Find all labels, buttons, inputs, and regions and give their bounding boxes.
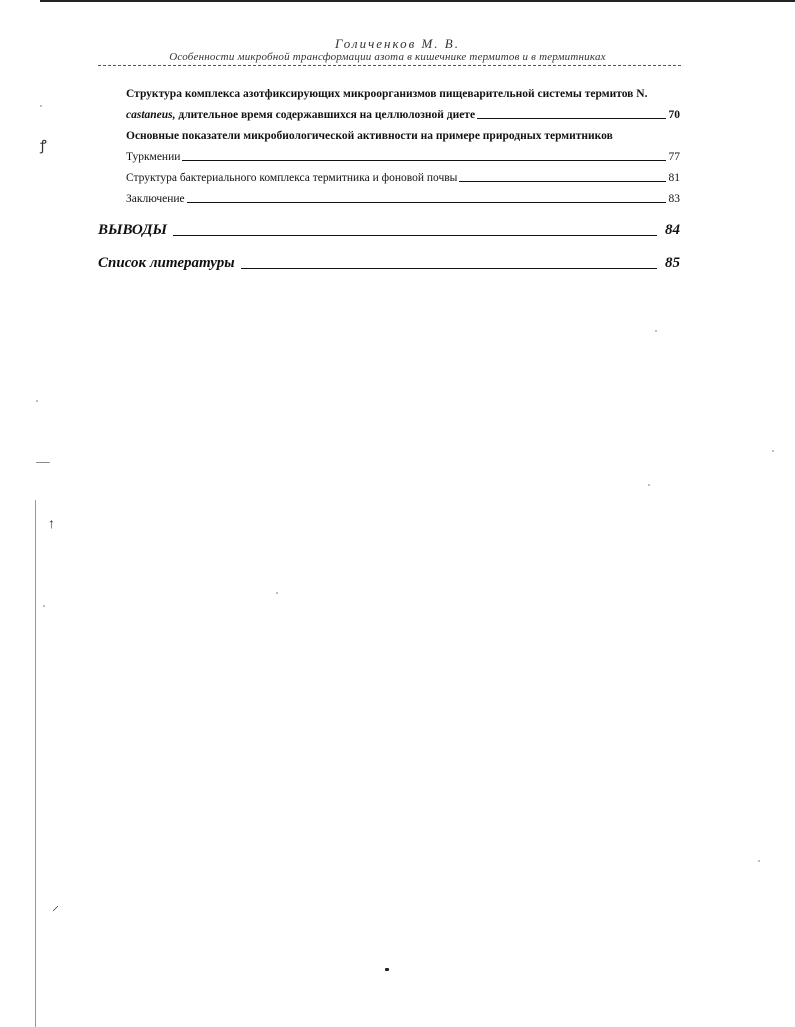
scan-speck bbox=[655, 330, 657, 332]
scan-speck: ↑ bbox=[48, 517, 55, 532]
toc-entry-3-text: Структура бактериального комплекса термитника и фоновой почвы bbox=[126, 172, 458, 184]
scan-speck bbox=[40, 105, 42, 107]
toc-leader-line bbox=[187, 202, 666, 203]
toc-entry-2-line-1 bbox=[126, 129, 613, 143]
toc-entry-1-line-2 bbox=[126, 108, 680, 122]
toc-entry-1-line-1 bbox=[126, 87, 647, 101]
toc-leader-line bbox=[459, 181, 665, 182]
toc-entry-1-species: castaneus, bbox=[126, 109, 176, 121]
scan-speck bbox=[385, 968, 389, 971]
toc-references-text: Список литературы bbox=[98, 255, 235, 271]
scan-speck bbox=[36, 462, 50, 463]
toc-entry-2-text-1: Основные показатели микробиологической активности на примере природных термитников bbox=[126, 130, 613, 142]
toc-entry-3 bbox=[126, 171, 680, 185]
scan-speck bbox=[758, 860, 760, 862]
toc-leader-line bbox=[241, 268, 657, 269]
scan-speck bbox=[772, 450, 774, 452]
toc-entry-4 bbox=[126, 192, 680, 206]
running-header-author: Голиченков М. В. bbox=[335, 36, 460, 51]
toc-entry-4-text: Заключение bbox=[126, 193, 185, 205]
toc-entry-1-page: 70 bbox=[668, 109, 680, 121]
toc-references bbox=[98, 254, 680, 272]
toc-leader-line bbox=[182, 160, 665, 161]
toc-entry-2-text-2: Туркмении bbox=[126, 151, 181, 163]
running-header-title: Особенности микробной трансформации азота в кишечнике термитов и в термитниках bbox=[169, 51, 606, 63]
scan-edge-line bbox=[35, 500, 36, 1027]
scan-speck bbox=[36, 400, 38, 402]
toc-entry-1-rest: длительное время содержавшихся на целлюлозной диете bbox=[175, 109, 476, 121]
scan-speck bbox=[43, 605, 45, 607]
toc-conclusions-text: ВЫВОДЫ bbox=[98, 222, 168, 238]
header-rule bbox=[98, 65, 681, 66]
toc-entry-3-page: 81 bbox=[668, 172, 680, 184]
top-border-line bbox=[40, 0, 795, 2]
scan-speck: ⸝ bbox=[52, 899, 59, 914]
toc-conclusions bbox=[98, 221, 680, 239]
toc-entry-2-line-2 bbox=[126, 150, 680, 164]
scan-speck bbox=[648, 484, 650, 486]
toc-leader-line bbox=[477, 118, 665, 119]
scan-speck bbox=[276, 592, 278, 594]
toc-references-page: 85 bbox=[665, 255, 680, 271]
scan-speck: ꝭ bbox=[40, 139, 47, 154]
toc-entry-1-text-1: Структура комплекса азотфиксирующих микроорганизмов пищеварительной системы термитов N. bbox=[126, 88, 648, 100]
toc-leader-line bbox=[173, 235, 657, 236]
toc-conclusions-page: 84 bbox=[665, 222, 680, 238]
toc-entry-2-page: 77 bbox=[668, 151, 680, 163]
toc-entry-1-text-2 bbox=[126, 108, 475, 122]
toc-entry-4-page: 83 bbox=[668, 193, 680, 205]
